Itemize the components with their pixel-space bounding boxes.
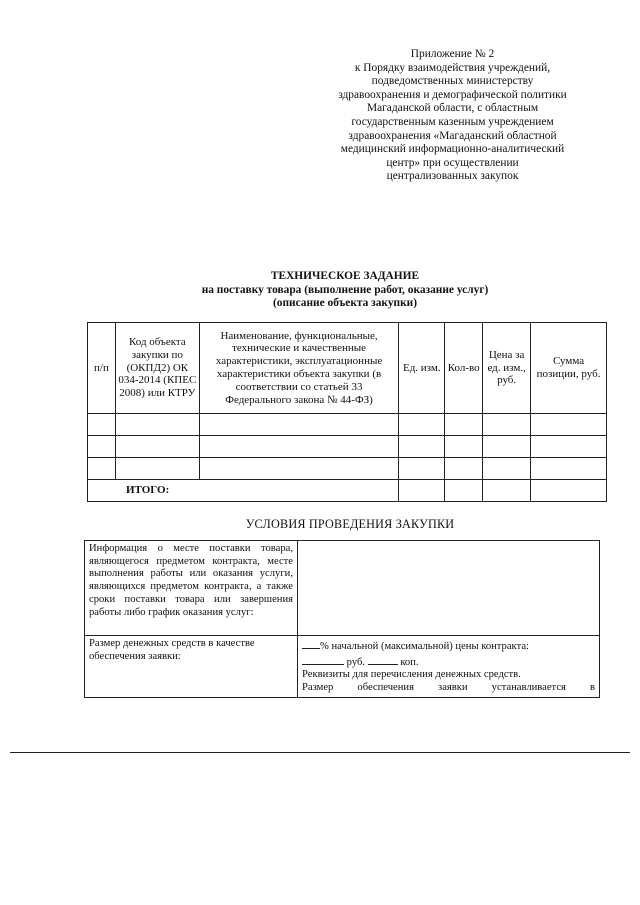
page-break-divider xyxy=(10,752,630,753)
table-cell[interactable] xyxy=(531,458,607,480)
col-header-code: Код объекта закупки по (ОКПД2) ОК 034-2014 (КПЕС 2008) или КТРУ xyxy=(115,323,199,414)
table-header-row xyxy=(88,323,607,414)
security-word: Размер xyxy=(302,682,334,694)
annex-line: государственным казенным учреждением xyxy=(351,115,554,128)
table-cell[interactable] xyxy=(399,458,445,480)
bid-security-value[interactable] xyxy=(298,636,600,698)
delivery-info-value[interactable] xyxy=(298,541,600,636)
table-row xyxy=(88,458,607,480)
table-cell[interactable] xyxy=(115,458,199,480)
table-cell[interactable] xyxy=(115,414,199,436)
annex-line: Магаданской области, с областным xyxy=(366,102,539,115)
table-row xyxy=(85,636,600,698)
annex-line: здравоохранения и демографической политики xyxy=(338,88,567,101)
security-word: обеспечения xyxy=(357,682,414,694)
security-size-line xyxy=(302,682,595,695)
table-row xyxy=(88,414,607,436)
delivery-info-label: Информация о месте поставки товара, являющегося предметом контракта, месте выполнения работы или оказания услуги, являющихся предметом контракта, а также сроки поставки товара или завершения работы либо график оказания услуг: xyxy=(85,541,298,636)
table-cell[interactable] xyxy=(199,458,399,480)
conditions-heading: УСЛОВИЯ ПРОВЕДЕНИЯ ЗАКУПКИ xyxy=(245,517,455,531)
col-header-number: п/п xyxy=(88,323,116,414)
table-cell[interactable] xyxy=(483,436,531,458)
table-cell[interactable] xyxy=(199,436,399,458)
conditions-table xyxy=(84,540,600,698)
kopecks-blank[interactable] xyxy=(368,654,398,665)
table-cell[interactable] xyxy=(115,436,199,458)
annex-line: к Порядку взаимодействия учреждений, xyxy=(354,61,551,74)
table-cell[interactable] xyxy=(88,414,116,436)
table-cell[interactable] xyxy=(445,458,483,480)
annex-header xyxy=(300,48,605,184)
annex-line: здравоохранения «Магаданский областной xyxy=(348,129,557,142)
col-header-sum: Сумма позиции, руб. xyxy=(531,323,607,414)
total-label: ИТОГО: xyxy=(88,480,399,502)
table-cell[interactable] xyxy=(445,436,483,458)
table-cell[interactable] xyxy=(531,436,607,458)
title-main: ТЕХНИЧЕСКОЕ ЗАДАНИЕ xyxy=(270,270,420,282)
security-word: устанавливается xyxy=(491,682,566,694)
table-cell[interactable] xyxy=(399,480,445,502)
annex-line: центр» при осуществлении xyxy=(386,156,519,169)
table-cell[interactable] xyxy=(88,436,116,458)
bid-security-label: Размер денежных средств в качестве обеспечения заявки: xyxy=(85,636,298,698)
col-header-quantity: Кол-во xyxy=(445,323,483,414)
table-cell[interactable] xyxy=(199,414,399,436)
rubles-label: руб. xyxy=(346,656,366,668)
document-title xyxy=(130,270,560,311)
table-cell[interactable] xyxy=(399,414,445,436)
kopecks-label: коп. xyxy=(400,656,419,668)
title-description: (описание объекта закупки) xyxy=(272,297,418,309)
table-cell[interactable] xyxy=(483,480,531,502)
table-cell[interactable] xyxy=(483,414,531,436)
rubles-blank[interactable] xyxy=(302,654,344,665)
specification-table xyxy=(87,322,607,502)
total-sum-cell[interactable] xyxy=(531,480,607,502)
bid-security-percent-line xyxy=(302,638,595,654)
table-cell[interactable] xyxy=(445,480,483,502)
annex-line: централизованных закупок xyxy=(386,170,519,183)
col-header-unit-price: Цена за ед. изм., руб. xyxy=(483,323,531,414)
bid-security-amount-line xyxy=(302,654,595,670)
security-word: заявки xyxy=(438,682,468,694)
bank-details-line: Реквизиты для перечисления денежных средств. xyxy=(302,669,521,681)
annex-line: медицинский информационно-аналитический xyxy=(340,143,565,156)
table-row xyxy=(88,436,607,458)
security-word: в xyxy=(589,682,595,694)
percent-text: % начальной (максимальной) цены контракта: xyxy=(320,641,529,652)
table-cell[interactable] xyxy=(88,458,116,480)
title-subject: на поставку товара (выполнение работ, оказание услуг) xyxy=(201,283,489,296)
table-cell[interactable] xyxy=(445,414,483,436)
annex-line: подведомственных министерству xyxy=(371,75,534,88)
annex-line: Приложение № 2 xyxy=(410,48,495,60)
percent-blank[interactable] xyxy=(302,638,320,649)
table-cell[interactable] xyxy=(483,458,531,480)
table-cell[interactable] xyxy=(399,436,445,458)
table-total-row xyxy=(88,480,607,502)
table-cell[interactable] xyxy=(531,414,607,436)
table-row xyxy=(85,541,600,636)
col-header-unit: Ед. изм. xyxy=(399,323,445,414)
col-header-name: Наименование, функциональные, технические и качественные характеристики, эксплуатационные характеристики объекта закупки (в соответствии со статьей 33 Федерального закона № 44-ФЗ) xyxy=(199,323,399,414)
